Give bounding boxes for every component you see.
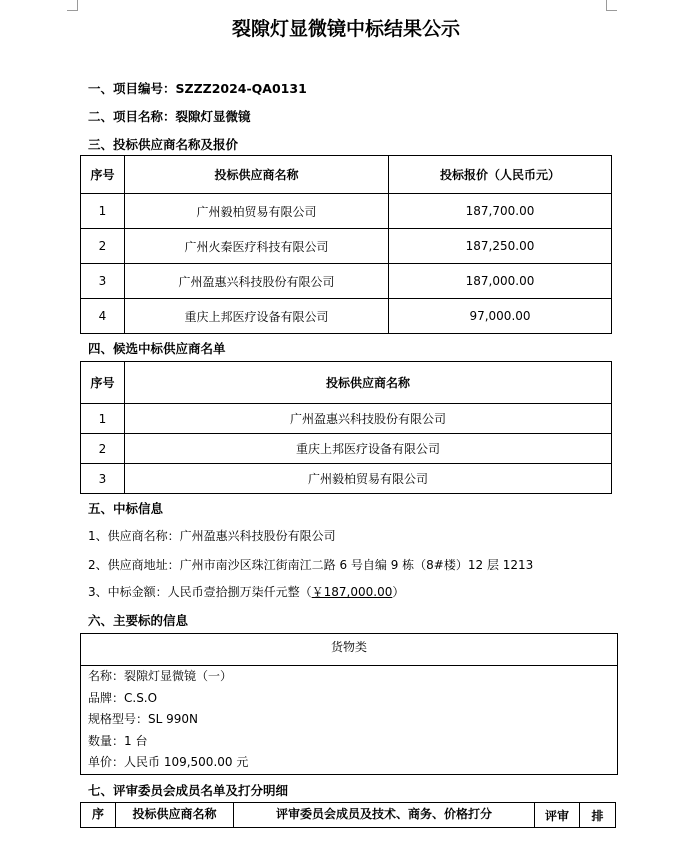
row-no: 2 (81, 434, 125, 464)
col-header-review-scores: 评审委员会成员及技术、商务、价格打分 (234, 803, 535, 828)
table-row (81, 299, 612, 334)
table-header-row (81, 156, 612, 194)
section7-heading: 七、评审委员会成员名单及打分明细 (88, 783, 289, 798)
col-header-no: 序号 (81, 362, 125, 404)
col-header-no: 序 (81, 803, 116, 828)
table-row (81, 194, 612, 229)
section5-heading: 五、中标信息 (88, 501, 164, 516)
row-no: 2 (81, 229, 125, 264)
item-model: 规格型号：SL 990N (88, 712, 198, 726)
row-no: 3 (81, 464, 125, 494)
table-row (81, 404, 612, 434)
row-price: 187,700.00 (389, 194, 612, 229)
row-no: 4 (81, 299, 125, 334)
crop-mark-top-right (606, 0, 617, 11)
table-row (81, 464, 612, 494)
section6-heading: 六、主要标的信息 (88, 613, 189, 628)
row-supplier: 广州盈惠兴科技股份有限公司 (125, 264, 389, 299)
table-header-row (81, 803, 616, 828)
item-name: 名称：裂隙灯显微镜（一） (88, 669, 233, 683)
subject-info-box (80, 633, 618, 775)
item-unit-price: 单价：人民币 109,500.00 元 (88, 755, 249, 769)
row-supplier: 广州盈惠兴科技股份有限公司 (125, 404, 612, 434)
page-title: 裂隙灯显微镜中标结果公示 (231, 18, 460, 40)
row-no: 3 (81, 264, 125, 299)
bid-price-table (80, 155, 612, 334)
table-header-row (81, 362, 612, 404)
winner-address: 2、供应商地址：广州市南沙区珠江街南江二路 6 号自编 9 栋（8#楼）12 层 1213 (88, 558, 534, 572)
winner-amount (88, 583, 404, 600)
amount-value: ￥187,000.00 (311, 585, 393, 599)
table-row (81, 434, 612, 464)
project-number: 一、项目编号：SZZZ2024-QA0131 (88, 81, 307, 96)
section4-heading: 四、候选中标供应商名单 (88, 341, 226, 356)
col-header-no: 序号 (81, 156, 125, 194)
row-supplier: 重庆上邦医疗设备有限公司 (125, 299, 389, 334)
amount-prefix: 3、中标金额：人民币壹拾捌万柒仟元整（ (88, 585, 312, 599)
crop-mark-top-left (67, 0, 78, 11)
col-header-supplier: 投标供应商名称 (116, 803, 234, 828)
col-header-rank: 排 (580, 803, 616, 828)
col-header-price: 投标报价（人民币元） (389, 156, 612, 194)
project-name: 二、项目名称：裂隙灯显微镜 (88, 109, 251, 124)
row-price: 97,000.00 (389, 299, 612, 334)
row-supplier: 广州火秦医疗科技有限公司 (125, 229, 389, 264)
item-brand: 品牌：C.S.O (88, 690, 158, 705)
row-supplier: 广州毅柏贸易有限公司 (125, 194, 389, 229)
col-header-supplier: 投标供应商名称 (125, 362, 612, 404)
category-label: 货物类 (81, 634, 617, 666)
candidate-table (80, 361, 612, 494)
row-price: 187,250.00 (389, 229, 612, 264)
item-quantity: 数量：1 台 (88, 733, 148, 748)
amount-suffix: ） (392, 585, 405, 599)
table-row (81, 264, 612, 299)
winner-supplier: 1、供应商名称：广州盈惠兴科技股份有限公司 (88, 529, 336, 543)
row-no: 1 (81, 194, 125, 229)
row-supplier: 广州毅柏贸易有限公司 (125, 464, 612, 494)
row-no: 1 (81, 404, 125, 434)
section3-heading: 三、投标供应商名称及报价 (88, 137, 239, 152)
row-supplier: 重庆上邦医疗设备有限公司 (125, 434, 612, 464)
col-header-supplier: 投标供应商名称 (125, 156, 389, 194)
col-header-review: 评审 (535, 803, 580, 828)
row-price: 187,000.00 (389, 264, 612, 299)
table-row (81, 229, 612, 264)
review-score-table (80, 802, 616, 828)
